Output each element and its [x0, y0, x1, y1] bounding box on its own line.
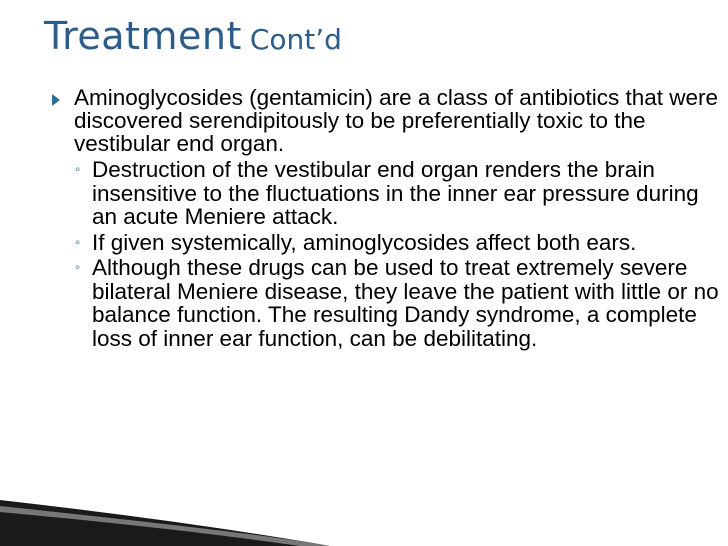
- sub-bullet: [52, 231, 720, 255]
- sub-bullet: [52, 256, 720, 350]
- sub-bullet-text: Destruction of the vestibular end organ renders the brain insensitive to the fluctuations in the inner ear pressure during an acute Meniere attack.: [92, 157, 699, 229]
- sub-bullet-text: Although these drugs can be used to treat extremely severe bilateral Meniere disease, they leave the patient with little or no balance function. The resulting Dandy syndrome, a complete loss of inner ear function, can be debilitating.: [92, 255, 719, 351]
- sub-bullet-list: [52, 158, 720, 350]
- arrow-bullet-icon: [52, 94, 60, 106]
- circle-bullet-icon: ◦: [75, 161, 81, 178]
- main-bullet-text: Aminoglycosides (gentamicin) are a class of antibiotics that were discovered serendipitously to be preferentially toxic to the vestibular end organ.: [74, 85, 719, 156]
- sub-bullet-text: If given systemically, aminoglycosides affect both ears.: [92, 229, 637, 255]
- main-bullet: [52, 86, 720, 155]
- slide-content: [52, 86, 720, 352]
- circle-bullet-icon: ◦: [75, 233, 81, 251]
- circle-bullet-icon: ◦: [75, 259, 81, 276]
- title-main: Treatment: [44, 14, 242, 58]
- slide-title: [44, 14, 342, 58]
- title-sub: Cont’d: [249, 23, 342, 56]
- sub-bullet: [52, 158, 720, 229]
